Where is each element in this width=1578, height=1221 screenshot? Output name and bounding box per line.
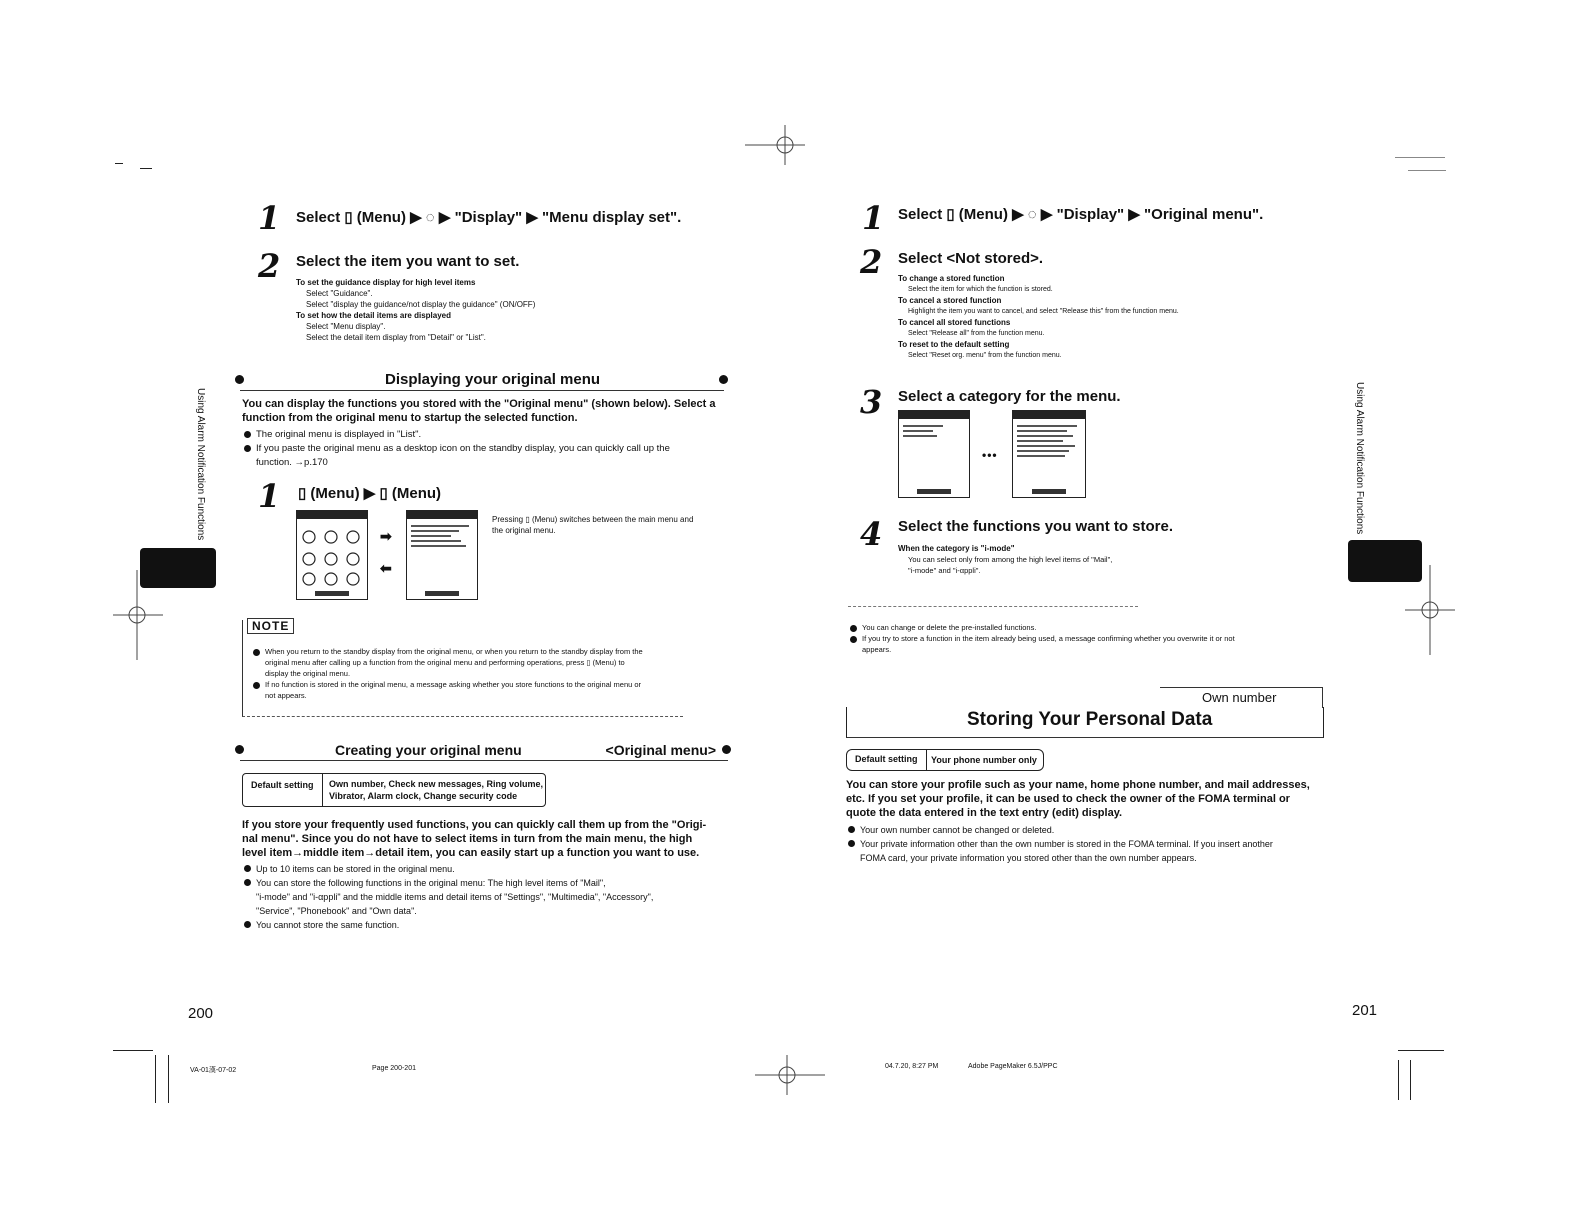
section-header	[846, 707, 1324, 738]
detail-line: Select "display the guidance/not display the guidance" (ON/OFF)	[306, 300, 536, 309]
footer-app: Adobe PageMaker 6.5J/PPC	[968, 1063, 1058, 1070]
bullet-list	[846, 823, 1273, 865]
section-intro	[242, 818, 706, 860]
bullet-list	[242, 862, 653, 932]
section-bullet	[722, 745, 731, 754]
intro-line: level item→middle item→detail item, you can easily start up a function you want to use.	[242, 847, 700, 859]
crop-mark	[155, 1055, 156, 1103]
note-item: original menu after calling up a function from the original menu and performing operations, press ▯ (Menu) to	[265, 658, 625, 667]
page-number: 201	[1352, 1002, 1378, 1019]
intro-line: quote the data entered in the text entry (edit) display.	[846, 807, 1123, 819]
step-number: 1	[862, 199, 885, 237]
detail-heading: To cancel all stored functions	[898, 318, 1011, 327]
note-bullets	[251, 646, 643, 701]
default-setting-table	[846, 749, 1044, 771]
detail-line: Select "Reset org. menu" from the function menu.	[908, 352, 1062, 359]
note-line: the original menu.	[492, 526, 556, 535]
detail-heading: To set the guidance display for high level items	[296, 278, 476, 287]
ellipsis-dots: •••	[982, 448, 998, 462]
section-tag: <Original menu>	[605, 742, 716, 758]
crop-mark	[1408, 170, 1446, 171]
intro-line: If you store your frequently used functions, you can quickly call them up from the "Origi-	[242, 819, 707, 831]
detail-line: Highlight the item you want to cancel, and select "Release this" from the function menu.	[908, 308, 1179, 315]
step-number: 1	[258, 199, 281, 237]
default-label: Default setting	[243, 774, 323, 806]
note-item: If no function is stored in the original menu, a message asking whether you store functions to the original menu or	[251, 679, 643, 690]
crop-mark	[140, 168, 152, 169]
bullet-item: "i-mode" and "i-αppli" and the middle items and detail items of "Settings", "Multimedia", "Accessory",	[256, 892, 654, 902]
registration-mark	[755, 1055, 825, 1095]
note-bullets	[848, 622, 1235, 655]
crop-mark	[1398, 1060, 1399, 1100]
crop-mark	[1398, 1050, 1444, 1051]
note-label: NOTE	[247, 618, 294, 634]
section-intro	[242, 397, 716, 425]
step-number: 3	[860, 383, 883, 421]
arrow-right-icon: ➡	[380, 528, 392, 544]
detail-line: Select the item for which the function is stored.	[908, 286, 1053, 293]
step-details	[296, 277, 535, 343]
side-tab	[140, 548, 216, 588]
intro-line: nal menu". Since you do not have to select items in turn from the main menu, the high	[242, 833, 693, 845]
note-line: Pressing ▯ (Menu) switches between the main menu and	[492, 515, 694, 524]
bullet-item: function. →p.170	[256, 457, 328, 468]
side-label: Using Alarm Notification Functions	[1354, 382, 1365, 535]
detail-heading: To cancel a stored function	[898, 296, 1002, 305]
note-item: not appears.	[265, 691, 307, 700]
section-title: Creating your original menu	[335, 742, 522, 758]
step-text: Select ▯ (Menu) ▶ ◌ ▶ "Display" ▶ "Original menu".	[898, 206, 1264, 223]
step-text: Select ▯ (Menu) ▶ ◌ ▶ "Display" ▶ "Menu display set".	[296, 209, 682, 226]
intro-line: etc. If you set your profile, it can be used to check the owner of the FOMA terminal or	[846, 793, 1290, 805]
bullet-item: If you paste the original menu as a desktop icon on the standby display, you can quickly call up the	[242, 442, 670, 456]
category-screen	[898, 410, 970, 498]
section-title: Storing Your Personal Data	[967, 709, 1213, 730]
bullet-item: Up to 10 items can be stored in the original menu.	[242, 862, 653, 876]
detail-heading: To change a stored function	[898, 274, 1005, 283]
crop-mark	[113, 1050, 153, 1051]
original-menu-screen	[406, 510, 478, 600]
side-label: Using Alarm Notification Functions	[195, 388, 206, 541]
bullet-item: You can store the following functions in the original menu: The high level items of "Mail",	[242, 876, 653, 890]
section-intro	[846, 778, 1310, 820]
default-value-line: Vibrator, Alarm clock, Change security code	[329, 791, 518, 801]
detail-heading: When the category is "i-mode"	[898, 544, 1015, 553]
crop-mark	[1395, 157, 1445, 158]
step-details	[898, 273, 1179, 361]
step-text: Select the item you want to set.	[296, 253, 520, 270]
step-text: ▯ (Menu) ▶ ▯ (Menu)	[298, 485, 442, 502]
bullet-item: Your own number cannot be changed or deleted.	[846, 823, 1273, 837]
note-box	[242, 620, 683, 717]
bullet-list	[242, 428, 670, 470]
step-text: Select the functions you want to store.	[898, 518, 1174, 535]
step-text: Select <Not stored>.	[898, 250, 1044, 267]
page-number: 200	[188, 1005, 214, 1022]
note-item: appears.	[862, 645, 892, 654]
bullet-item: FOMA card, your private information you stored other than the own number appears.	[860, 853, 1197, 863]
screen-note	[492, 514, 693, 536]
step-text: Select a category for the menu.	[898, 388, 1121, 405]
section-bullet	[235, 745, 244, 754]
section-title: Displaying your original menu	[385, 371, 601, 388]
step-number: 4	[860, 515, 883, 553]
bullet-item: The original menu is displayed in "List".	[242, 428, 670, 442]
arrow-left-icon: ⬅	[380, 560, 392, 576]
bullet-item: Your private information other than the own number is stored in the FOMA terminal. If you insert another	[846, 837, 1273, 851]
registration-mark	[745, 125, 805, 165]
detail-line: You can select only from among the high level items of "Mail",	[908, 555, 1113, 564]
section-tag-frame	[1160, 687, 1323, 708]
step-number: 2	[860, 243, 883, 281]
intro-line: function from the original menu to startup the selected function.	[242, 412, 578, 424]
note-item: When you return to the standby display from the original menu, or when you return to the standby display from the	[251, 646, 643, 657]
section-header	[240, 368, 724, 391]
note-divider	[848, 606, 1138, 607]
default-setting-table	[242, 773, 546, 807]
detail-heading: To reset to the default setting	[898, 340, 1010, 349]
bullet-item: You cannot store the same function.	[242, 918, 653, 932]
section-bullet	[235, 375, 244, 384]
intro-line: You can store your profile such as your name, home phone number, and mail addresses,	[846, 779, 1310, 791]
side-tab	[1348, 540, 1422, 582]
footer-date: 04.7.20, 8:27 PM	[885, 1063, 939, 1070]
bullet-item: "Service", "Phonebook" and "Own data".	[256, 906, 417, 916]
default-value	[323, 774, 549, 806]
note-item: You can change or delete the pre-installed functions.	[848, 622, 1235, 633]
footer-page: Page 200-201	[372, 1065, 416, 1072]
note-item: If you try to store a function in the item already being used, a message confirming whether you overwrite it or not	[848, 633, 1235, 644]
crop-mark	[1410, 1060, 1411, 1100]
detail-line: "i-mode" and "i-αppli".	[908, 566, 981, 575]
default-label: Default setting	[847, 750, 927, 770]
detail-line: Select "Release all" from the function menu.	[908, 330, 1045, 337]
step-details	[898, 543, 1112, 576]
crop-mark	[168, 1055, 169, 1103]
section-bullet	[719, 375, 728, 384]
step-number: 2	[258, 247, 281, 285]
detail-line: Select "Menu display".	[306, 322, 386, 331]
function-list-screen	[1012, 410, 1086, 498]
default-value: Your phone number only	[931, 755, 1037, 765]
intro-line: You can display the functions you stored with the "Original menu" (shown below). Select a	[242, 398, 716, 410]
section-tag: Own number	[1202, 690, 1277, 705]
detail-line: Select the detail item display from "Detail" or "List".	[306, 333, 486, 342]
default-value-line: Own number, Check new messages, Ring volume,	[329, 779, 544, 789]
note-item: display the original menu.	[265, 669, 351, 678]
detail-line: Select "Guidance".	[306, 289, 373, 298]
crop-mark	[115, 163, 123, 164]
main-menu-screen	[296, 510, 368, 600]
detail-heading: To set how the detail items are displayed	[296, 311, 452, 320]
footer-file: VA-01漢-07-02	[190, 1067, 237, 1074]
section-header	[240, 738, 728, 761]
step-number: 1	[258, 477, 281, 515]
